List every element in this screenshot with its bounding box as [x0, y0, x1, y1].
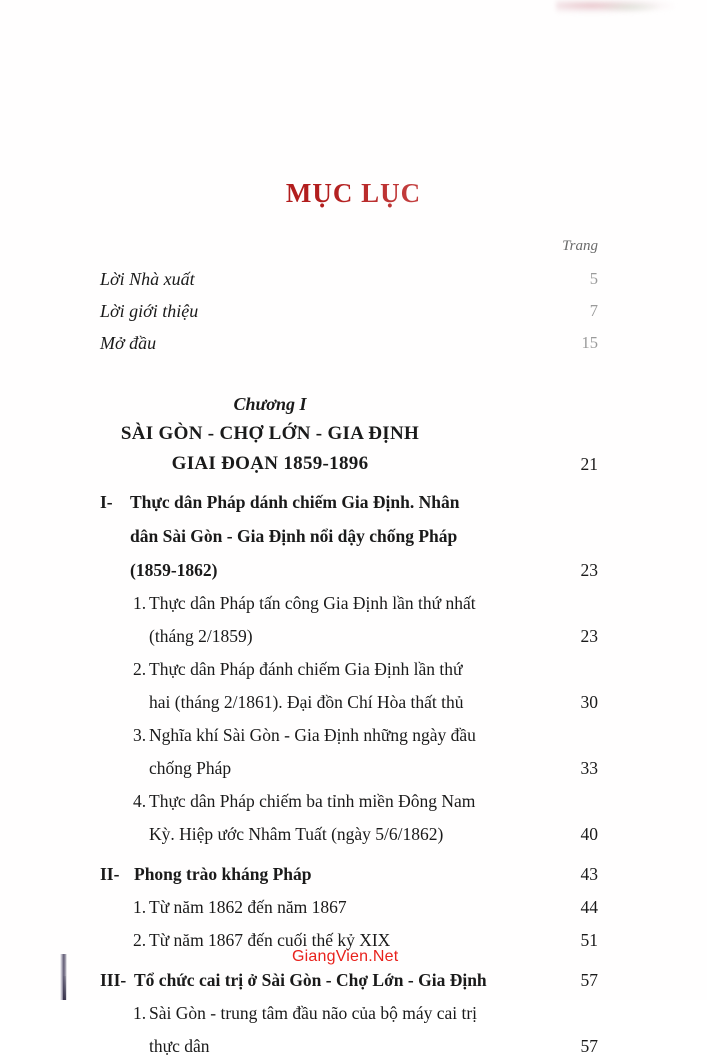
toc-entry-label: Mở đầu	[100, 333, 157, 353]
toc-section-page: 23	[580, 560, 598, 580]
item-text-line1: Sài Gòn - trung tâm đầu não của bộ máy cai trị	[149, 1003, 478, 1023]
scan-artifact-top-right	[556, 0, 676, 14]
item-text-line1: Từ năm 1867 đến cuối thế kỷ XIX	[149, 930, 391, 950]
item-marker: 2.	[133, 659, 147, 679]
toc-item-label	[0, 719, 520, 785]
toc-entry-front-matter[interactable]	[0, 295, 707, 327]
toc-item-label	[0, 785, 520, 851]
item-marker: 4.	[133, 791, 147, 811]
toc-item[interactable]	[0, 997, 707, 1063]
toc-item-page: 51	[580, 930, 598, 950]
item-text-line1: Thực dân Pháp đánh chiếm Gia Định lần thứ	[149, 659, 463, 679]
item-text-line1: Thực dân Pháp tấn công Gia Định lần thứ nhất	[149, 593, 476, 613]
toc-entry-page: 5	[589, 269, 598, 288]
toc-item-label	[0, 587, 520, 653]
toc-item-label	[0, 997, 520, 1063]
section-marker: I-	[100, 492, 113, 512]
toc-chapter-heading[interactable]	[0, 389, 707, 479]
toc-entry-page: 15	[581, 333, 598, 352]
page-title: MỤC LỤC	[0, 178, 707, 209]
toc-item-page: 33	[580, 758, 598, 778]
item-text-line2: hai (tháng 2/1861). Đại đồn Chí Hòa thất thủ	[149, 692, 464, 712]
item-text-line2: (tháng 2/1859)	[149, 626, 253, 646]
item-text-line2: chống Pháp	[149, 758, 232, 778]
toc-item-page: 30	[580, 692, 598, 712]
item-text-line1: Thực dân Pháp chiếm ba tỉnh miền Đông Nam	[149, 791, 476, 811]
item-marker: 1.	[133, 1003, 147, 1023]
toc-entry-front-matter[interactable]	[0, 327, 707, 359]
section-marker: III-	[100, 970, 127, 990]
toc-item-page: 23	[580, 626, 598, 646]
item-text-line1: Từ năm 1862 đến năm 1867	[149, 897, 347, 917]
toc-item-page: 57	[580, 1036, 598, 1056]
site-watermark: GiangVien.Net	[292, 948, 399, 965]
item-text-line2: thực dân	[149, 1036, 210, 1056]
toc-item-label	[0, 891, 520, 924]
item-marker: 2.	[133, 930, 147, 950]
toc-item-page: 40	[580, 824, 598, 844]
toc-item-label	[0, 924, 520, 957]
toc-item[interactable]	[0, 785, 707, 851]
section-text-line3: (1859-1862)	[130, 560, 218, 580]
chapter-kicker: Chương I	[233, 394, 307, 414]
toc-item[interactable]	[0, 719, 707, 785]
chapter-title-line2: GIAI ĐOẠN 1859-1896	[171, 453, 369, 474]
toc-section-i[interactable]	[0, 485, 707, 587]
chapter-heading-lines	[0, 389, 520, 479]
toc-item[interactable]	[0, 891, 707, 924]
section-marker: II-	[100, 864, 120, 884]
toc-item-page: 44	[580, 897, 598, 917]
page-column-header: Trang	[562, 238, 598, 254]
toc-entry-front-matter[interactable]	[0, 263, 707, 295]
toc-entry-label: Lời giới thiệu	[100, 301, 199, 321]
section-text-line1: Thực dân Pháp dánh chiếm Gia Định. Nhân	[130, 492, 460, 512]
chapter-title-line1: SÀI GÒN - CHỢ LỚN - GIA ĐỊNH	[120, 423, 420, 444]
item-marker: 3.	[133, 725, 147, 745]
section-text-line1: Phong trào kháng Pháp	[134, 864, 312, 884]
toc-section-page: 57	[580, 970, 598, 990]
toc-entry-label: Lời Nhà xuất	[100, 269, 195, 289]
toc-item[interactable]	[0, 653, 707, 719]
toc-item-label	[0, 653, 520, 719]
item-text-line2: Kỳ. Hiệp ước Nhâm Tuất (ngày 5/6/1862)	[149, 824, 444, 844]
item-marker: 1.	[133, 593, 147, 613]
toc-section-label	[0, 857, 520, 891]
section-text-line2: dân Sài Gòn - Gia Định nổi dậy chống Pháp	[130, 526, 458, 546]
chapter-page: 21	[580, 454, 598, 474]
toc-section-iii[interactable]	[0, 963, 707, 997]
section-text-line1: Tổ chức cai trị ở Sài Gòn - Chợ Lớn - Gia Định	[134, 970, 487, 990]
item-marker: 1.	[133, 897, 147, 917]
toc-section-page: 43	[580, 864, 598, 884]
toc-section-ii[interactable]	[0, 857, 707, 891]
scan-artifact-top-right-secondary	[600, 2, 660, 12]
toc-item[interactable]	[0, 587, 707, 653]
item-text-line1: Nghĩa khí Sài Gòn - Gia Định những ngày đầu	[149, 725, 476, 745]
toc-entry-page: 7	[589, 301, 598, 320]
toc-section-label	[0, 485, 520, 587]
table-of-contents	[0, 263, 707, 1063]
toc-section-label	[0, 963, 520, 997]
